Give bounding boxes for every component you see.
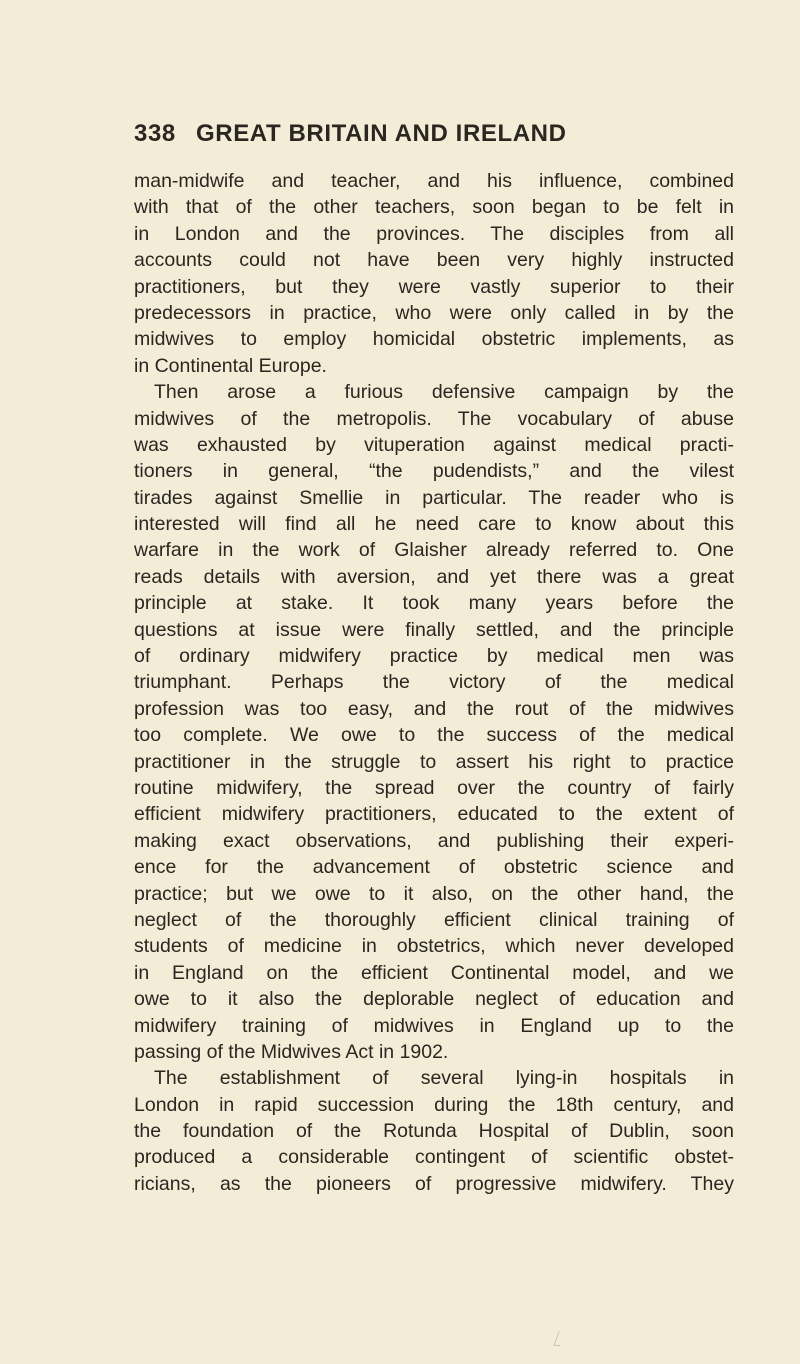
text-line: Then arose a furious defensive campaign by the: [154, 381, 734, 404]
text-line: in London and the provinces. The disciples from all: [134, 222, 734, 245]
text-line: of ordinary midwifery practice by medical men was: [134, 645, 734, 668]
text-line: questions at issue were finally settled, and the principle: [134, 618, 734, 641]
text-line: midwifery training of midwives in England up to the: [134, 1014, 734, 1037]
text-line: profession was too easy, and the rout of the midwives: [134, 697, 734, 720]
text-line: practice; but we owe to it also, on the other hand, the: [134, 882, 734, 905]
text-line: predecessors in practice, who were only called in by the: [134, 301, 734, 324]
text-line: students of medicine in obstetrics, which never developed: [134, 935, 734, 958]
running-header: [134, 117, 734, 151]
text-line: tirades against Smellie in particular. The reader who is: [134, 486, 734, 509]
text-line: The establishment of several lying-in hospitals in: [154, 1067, 734, 1090]
text-line: passing of the Midwives Act in 1902.: [134, 1040, 449, 1063]
text-line: in Continental Europe.: [134, 354, 327, 377]
text-line: owe to it also the deplorable neglect of education and: [134, 988, 734, 1011]
text-line: midwives of the metropolis. The vocabulary of abuse: [134, 407, 734, 430]
text-line: reads details with aversion, and yet there was a great: [134, 565, 734, 588]
text-line: practitioners, but they were vastly superior to their: [134, 275, 734, 298]
text-line: routine midwifery, the spread over the country of fairly: [134, 776, 734, 799]
text-line: was exhausted by vituperation against medical practi-: [134, 433, 734, 456]
page-number: 338: [134, 120, 176, 147]
text-line: London in rapid succession during the 18th century, and: [134, 1093, 734, 1116]
text-line: ence for the advancement of obstetric science and: [134, 856, 734, 879]
text-line: produced a considerable contingent of scientific obstet-: [134, 1146, 734, 1169]
text-line: interested will find all he need care to know about this: [134, 513, 734, 536]
pencil-mark: [553, 1331, 565, 1346]
text-line: warfare in the work of Glaisher already referred to. One: [134, 539, 734, 562]
text-line: too complete. We owe to the success of the medical: [134, 724, 734, 747]
text-line: efficient midwifery practitioners, educated to the extent of: [134, 803, 734, 826]
text-line: with that of the other teachers, soon began to be felt in: [134, 196, 734, 219]
text-line: principle at stake. It took many years before the: [134, 592, 734, 615]
text-line: ricians, as the pioneers of progressive midwifery. They: [134, 1172, 734, 1195]
text-line: man-midwife and teacher, and his influence, combined: [134, 170, 734, 192]
text-line: midwives to employ homicidal obstetric implements, as: [134, 328, 734, 351]
body-text: [134, 168, 734, 1197]
text-line: practitioner in the struggle to assert his right to practice: [134, 750, 734, 773]
running-title: GREAT BRITAIN AND IRELAND: [196, 120, 567, 147]
text-line: in England on the efficient Continental model, and we: [134, 961, 734, 984]
text-line: neglect of the thoroughly efficient clinical training of: [134, 908, 734, 931]
text-line: the foundation of the Rotunda Hospital of Dublin, soon: [134, 1120, 734, 1143]
text-line: triumphant. Perhaps the victory of the medical: [134, 671, 734, 694]
text-line: accounts could not have been very highly instructed: [134, 249, 734, 272]
text-line: making exact observations, and publishing their experi-: [134, 829, 734, 852]
text-line: tioners in general, “the pudendists,” and the vilest: [134, 460, 734, 483]
